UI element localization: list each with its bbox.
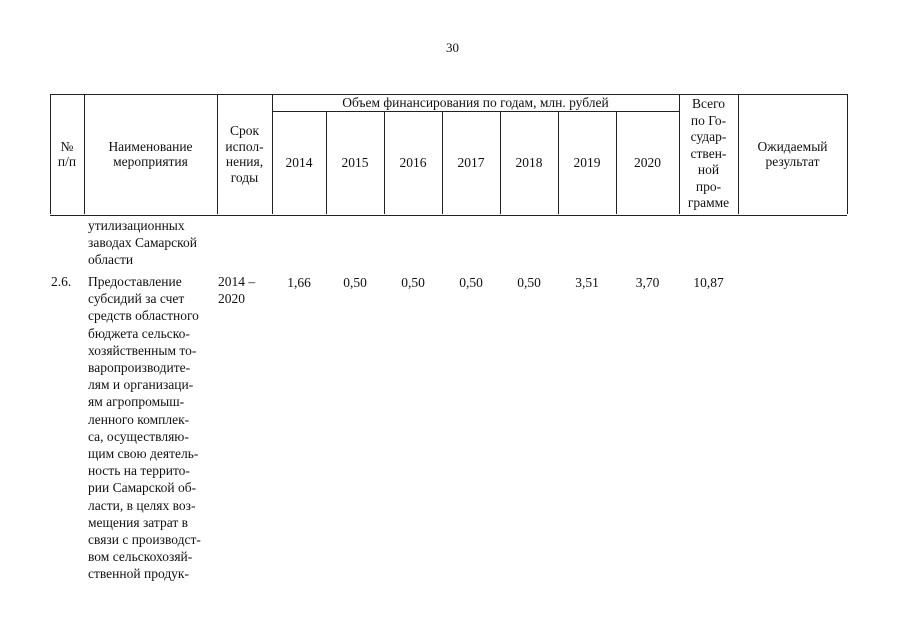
header-total: Всего по Го- судар- ствен- ной про- грамме bbox=[687, 96, 730, 211]
row-value-2016: 0,50 bbox=[401, 275, 425, 290]
row-value-2017: 0,50 bbox=[459, 275, 483, 290]
header-year: 2015 bbox=[341, 154, 369, 170]
continuation-line: заводах Самарской bbox=[88, 235, 197, 251]
header-border bbox=[847, 94, 848, 214]
header-result: Ожидаемый результат bbox=[757, 138, 828, 169]
continuation-text: утилизационных заводах Самарской области bbox=[88, 217, 217, 269]
header-year: 2016 bbox=[399, 154, 427, 170]
header-year: 2018 bbox=[515, 154, 543, 170]
row-value-total: 10,87 bbox=[693, 275, 724, 290]
page-number: 30 bbox=[446, 40, 459, 55]
row-value-2020: 3,70 bbox=[635, 275, 660, 290]
row-number: 2.6. bbox=[51, 274, 72, 289]
row-value-2018: 0,50 bbox=[517, 275, 541, 290]
row-value-2014: 1,66 bbox=[287, 275, 311, 290]
row-value-2015: 0,50 bbox=[343, 275, 367, 290]
row-term: 2014 – 2020 bbox=[218, 274, 256, 307]
header-funding-title: Объем финансирования по годам, млн. рублей bbox=[342, 94, 609, 110]
header-year: 2017 bbox=[457, 154, 485, 170]
header-year: 2020 bbox=[634, 154, 661, 170]
row-value-2019: 3,51 bbox=[575, 275, 599, 290]
header-term: Срок испол- нения, годы bbox=[225, 123, 264, 185]
header-year: 2019 bbox=[573, 154, 601, 170]
header-num: № п/п bbox=[57, 138, 77, 169]
row-name: Предоставление субсидий за счет средств областного бюджета сельско- хозяйственным то- варопроизводите- лям и организаци- ям агропромыш- ленного комплек- са, осуществляю- щим свою деятель- ность на террито- рии Самарской об- ласти, в целях воз- мещения затрат в связи с производст- вом сельскохозяй- ственной продук- bbox=[88, 274, 201, 582]
header-name: Наименование мероприятия bbox=[108, 138, 193, 169]
header-year: 2014 bbox=[285, 154, 313, 170]
